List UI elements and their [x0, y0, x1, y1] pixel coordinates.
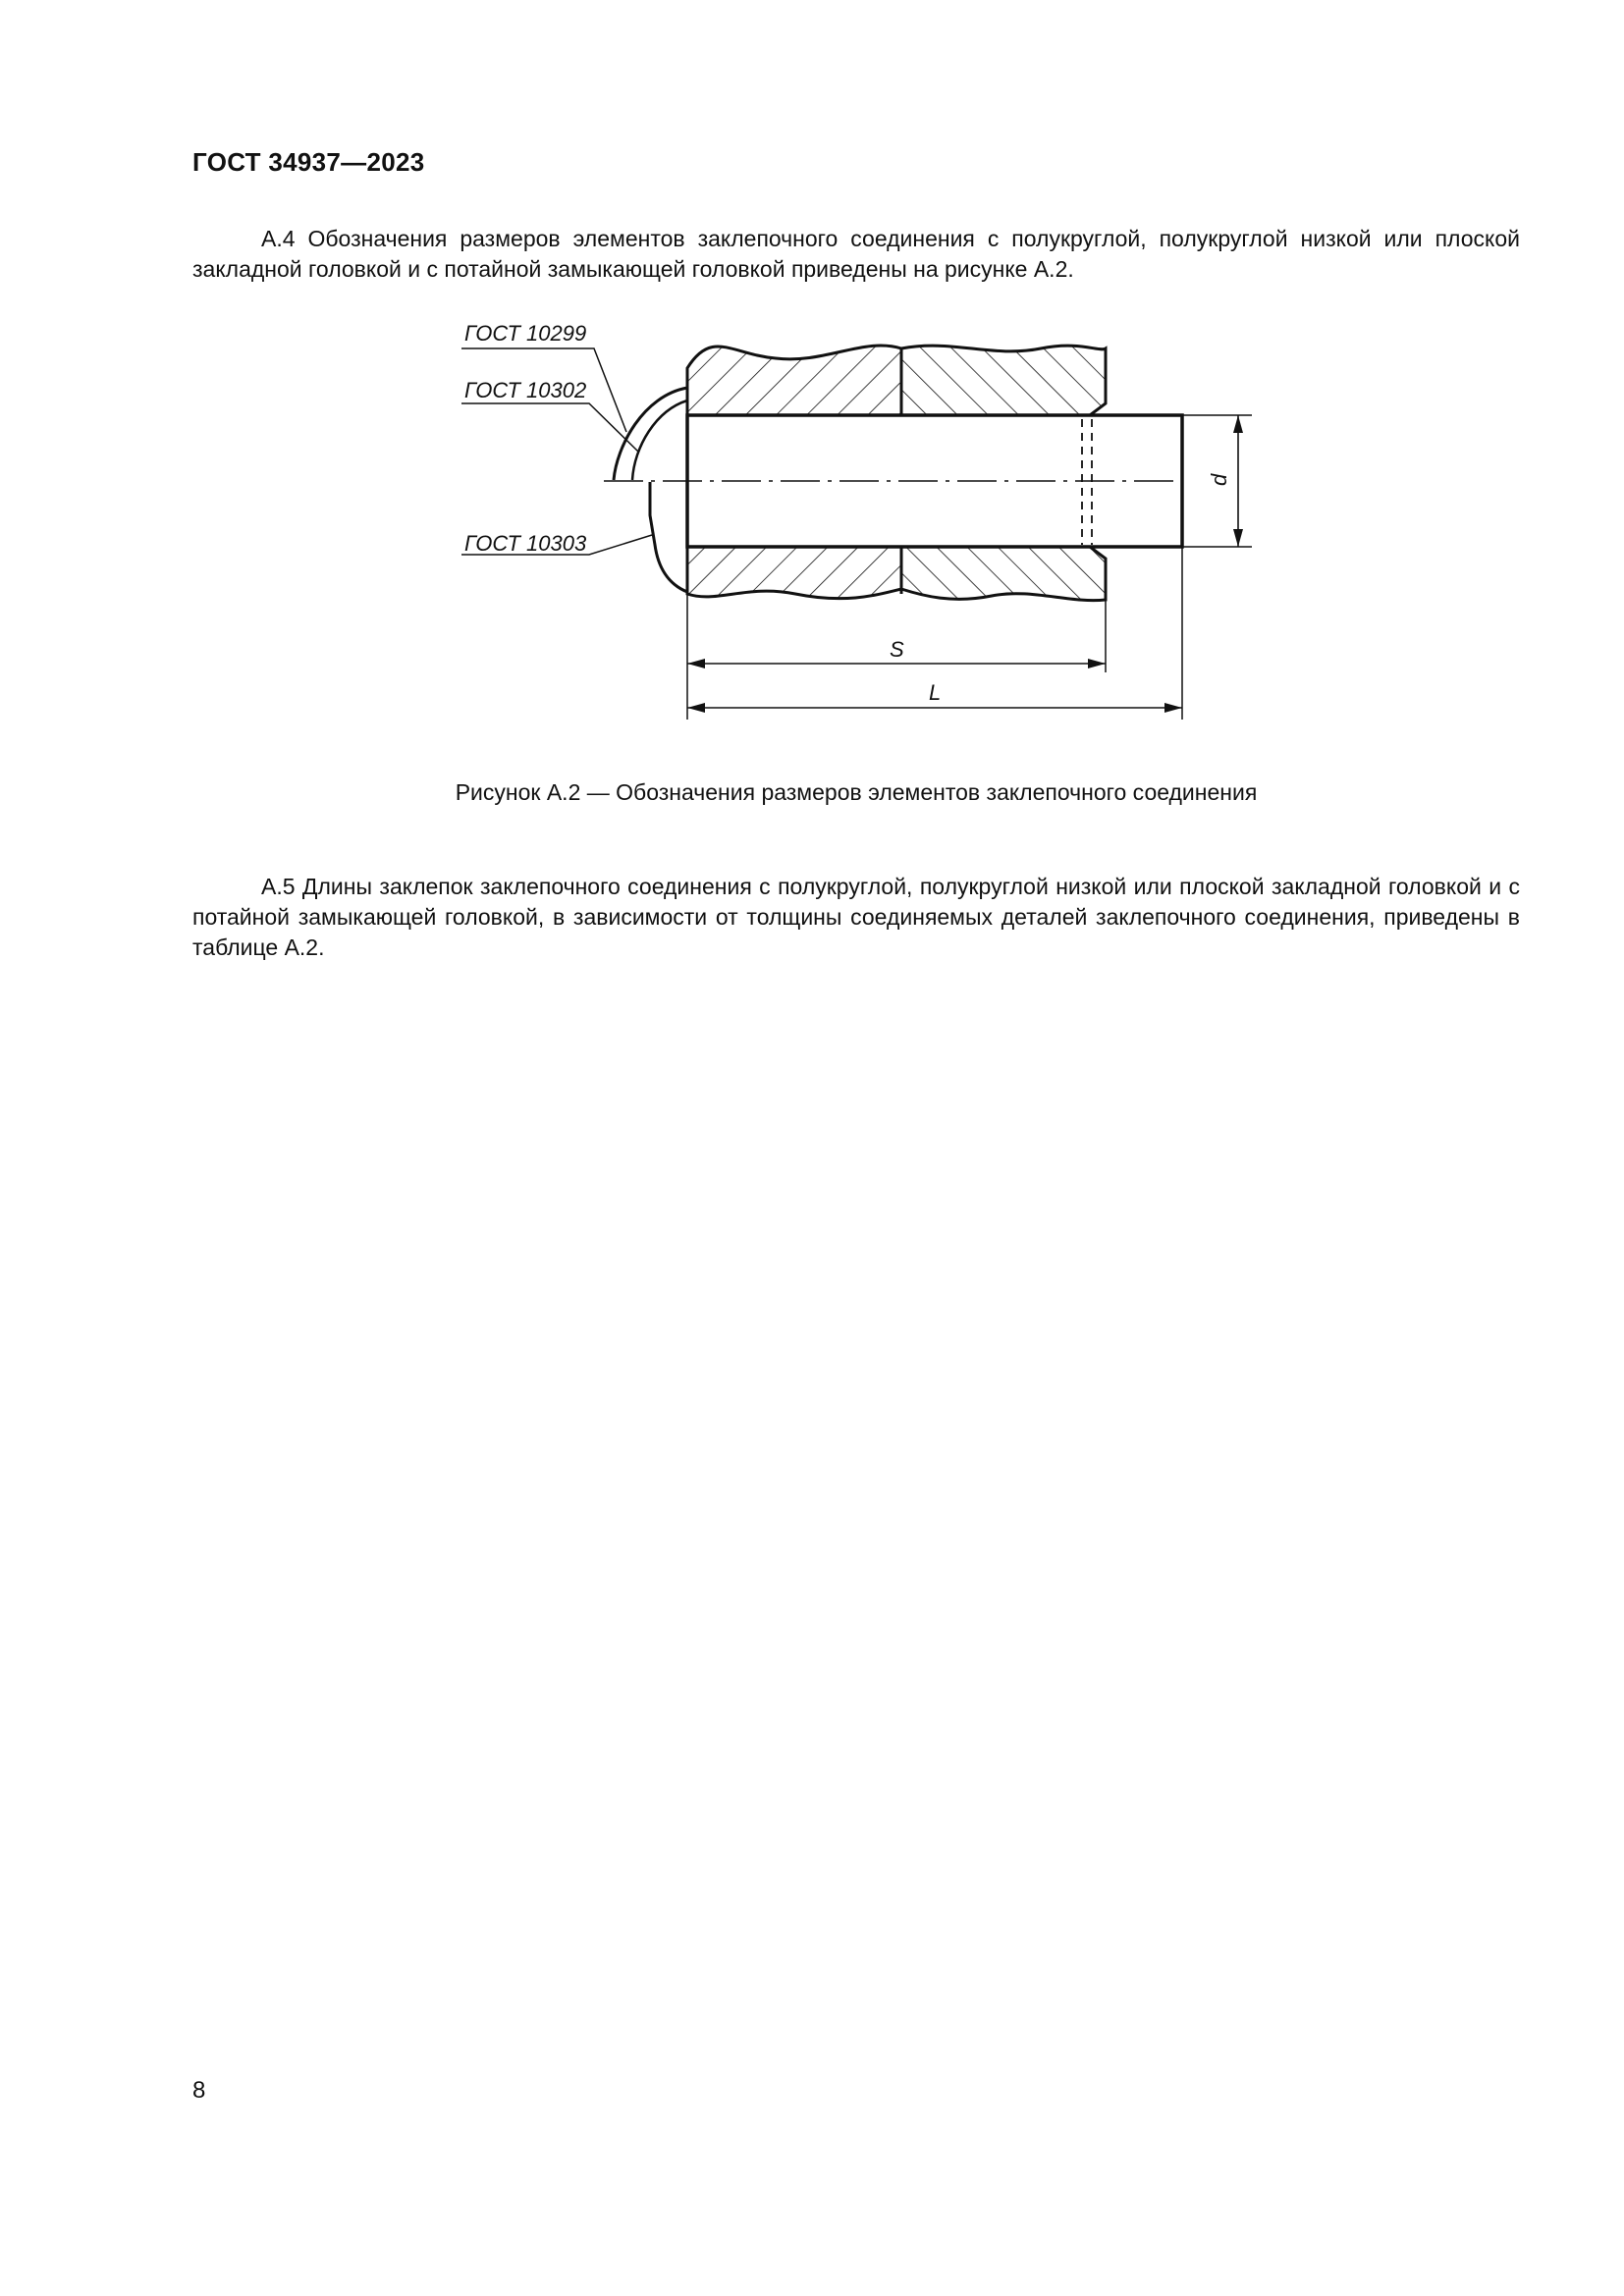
lower-plate-left [687, 547, 901, 599]
lower-plate-right [901, 547, 1106, 601]
label-gost-10302: ГОСТ 10302 [464, 378, 587, 402]
label-gost-10303: ГОСТ 10303 [464, 531, 587, 556]
arrow-s-left [687, 659, 705, 668]
figure-caption: Рисунок А.2 — Обозначения размеров элементов заклепочного соединения [455, 779, 1258, 805]
upper-plate-right [901, 346, 1106, 415]
flat-head [650, 482, 687, 592]
arrow-d-top [1233, 415, 1243, 433]
leader-gost-10302 [461, 403, 638, 452]
arrow-d-bottom [1233, 529, 1243, 547]
upper-plate-left [687, 346, 901, 415]
arrow-l-left [687, 703, 705, 713]
half-round-head [614, 388, 687, 480]
document-header: ГОСТ 34937—2023 [192, 147, 425, 177]
arrow-l-right [1164, 703, 1182, 713]
figure-a2 [393, 309, 1276, 731]
arrow-s-right [1088, 659, 1106, 668]
label-gost-10299: ГОСТ 10299 [464, 321, 587, 346]
dimension-label-s: S [890, 637, 904, 662]
dimension-label-l: L [929, 680, 942, 705]
page-number: 8 [192, 2077, 206, 2104]
paragraph-a4: А.4 Обозначения размеров элементов заклепочного соединения с полукруглой, полукруглой низкой или плоской закладной головкой и с потайной замыкающей головкой приведены на рисунке А.2. [192, 226, 1520, 282]
dimension-label-d: d [1207, 473, 1231, 486]
rivet-joint-drawing [393, 309, 1276, 731]
half-round-low-head [632, 400, 687, 480]
paragraph-a5: А.5 Длины заклепок заклепочного соединения с полукруглой, полукруглой низкой или плоской закладной головкой и с потайной замыкающей головкой, в зависимости от толщины соединяемых деталей заклепочного соединения, приведены в таблице А.2. [192, 874, 1520, 960]
